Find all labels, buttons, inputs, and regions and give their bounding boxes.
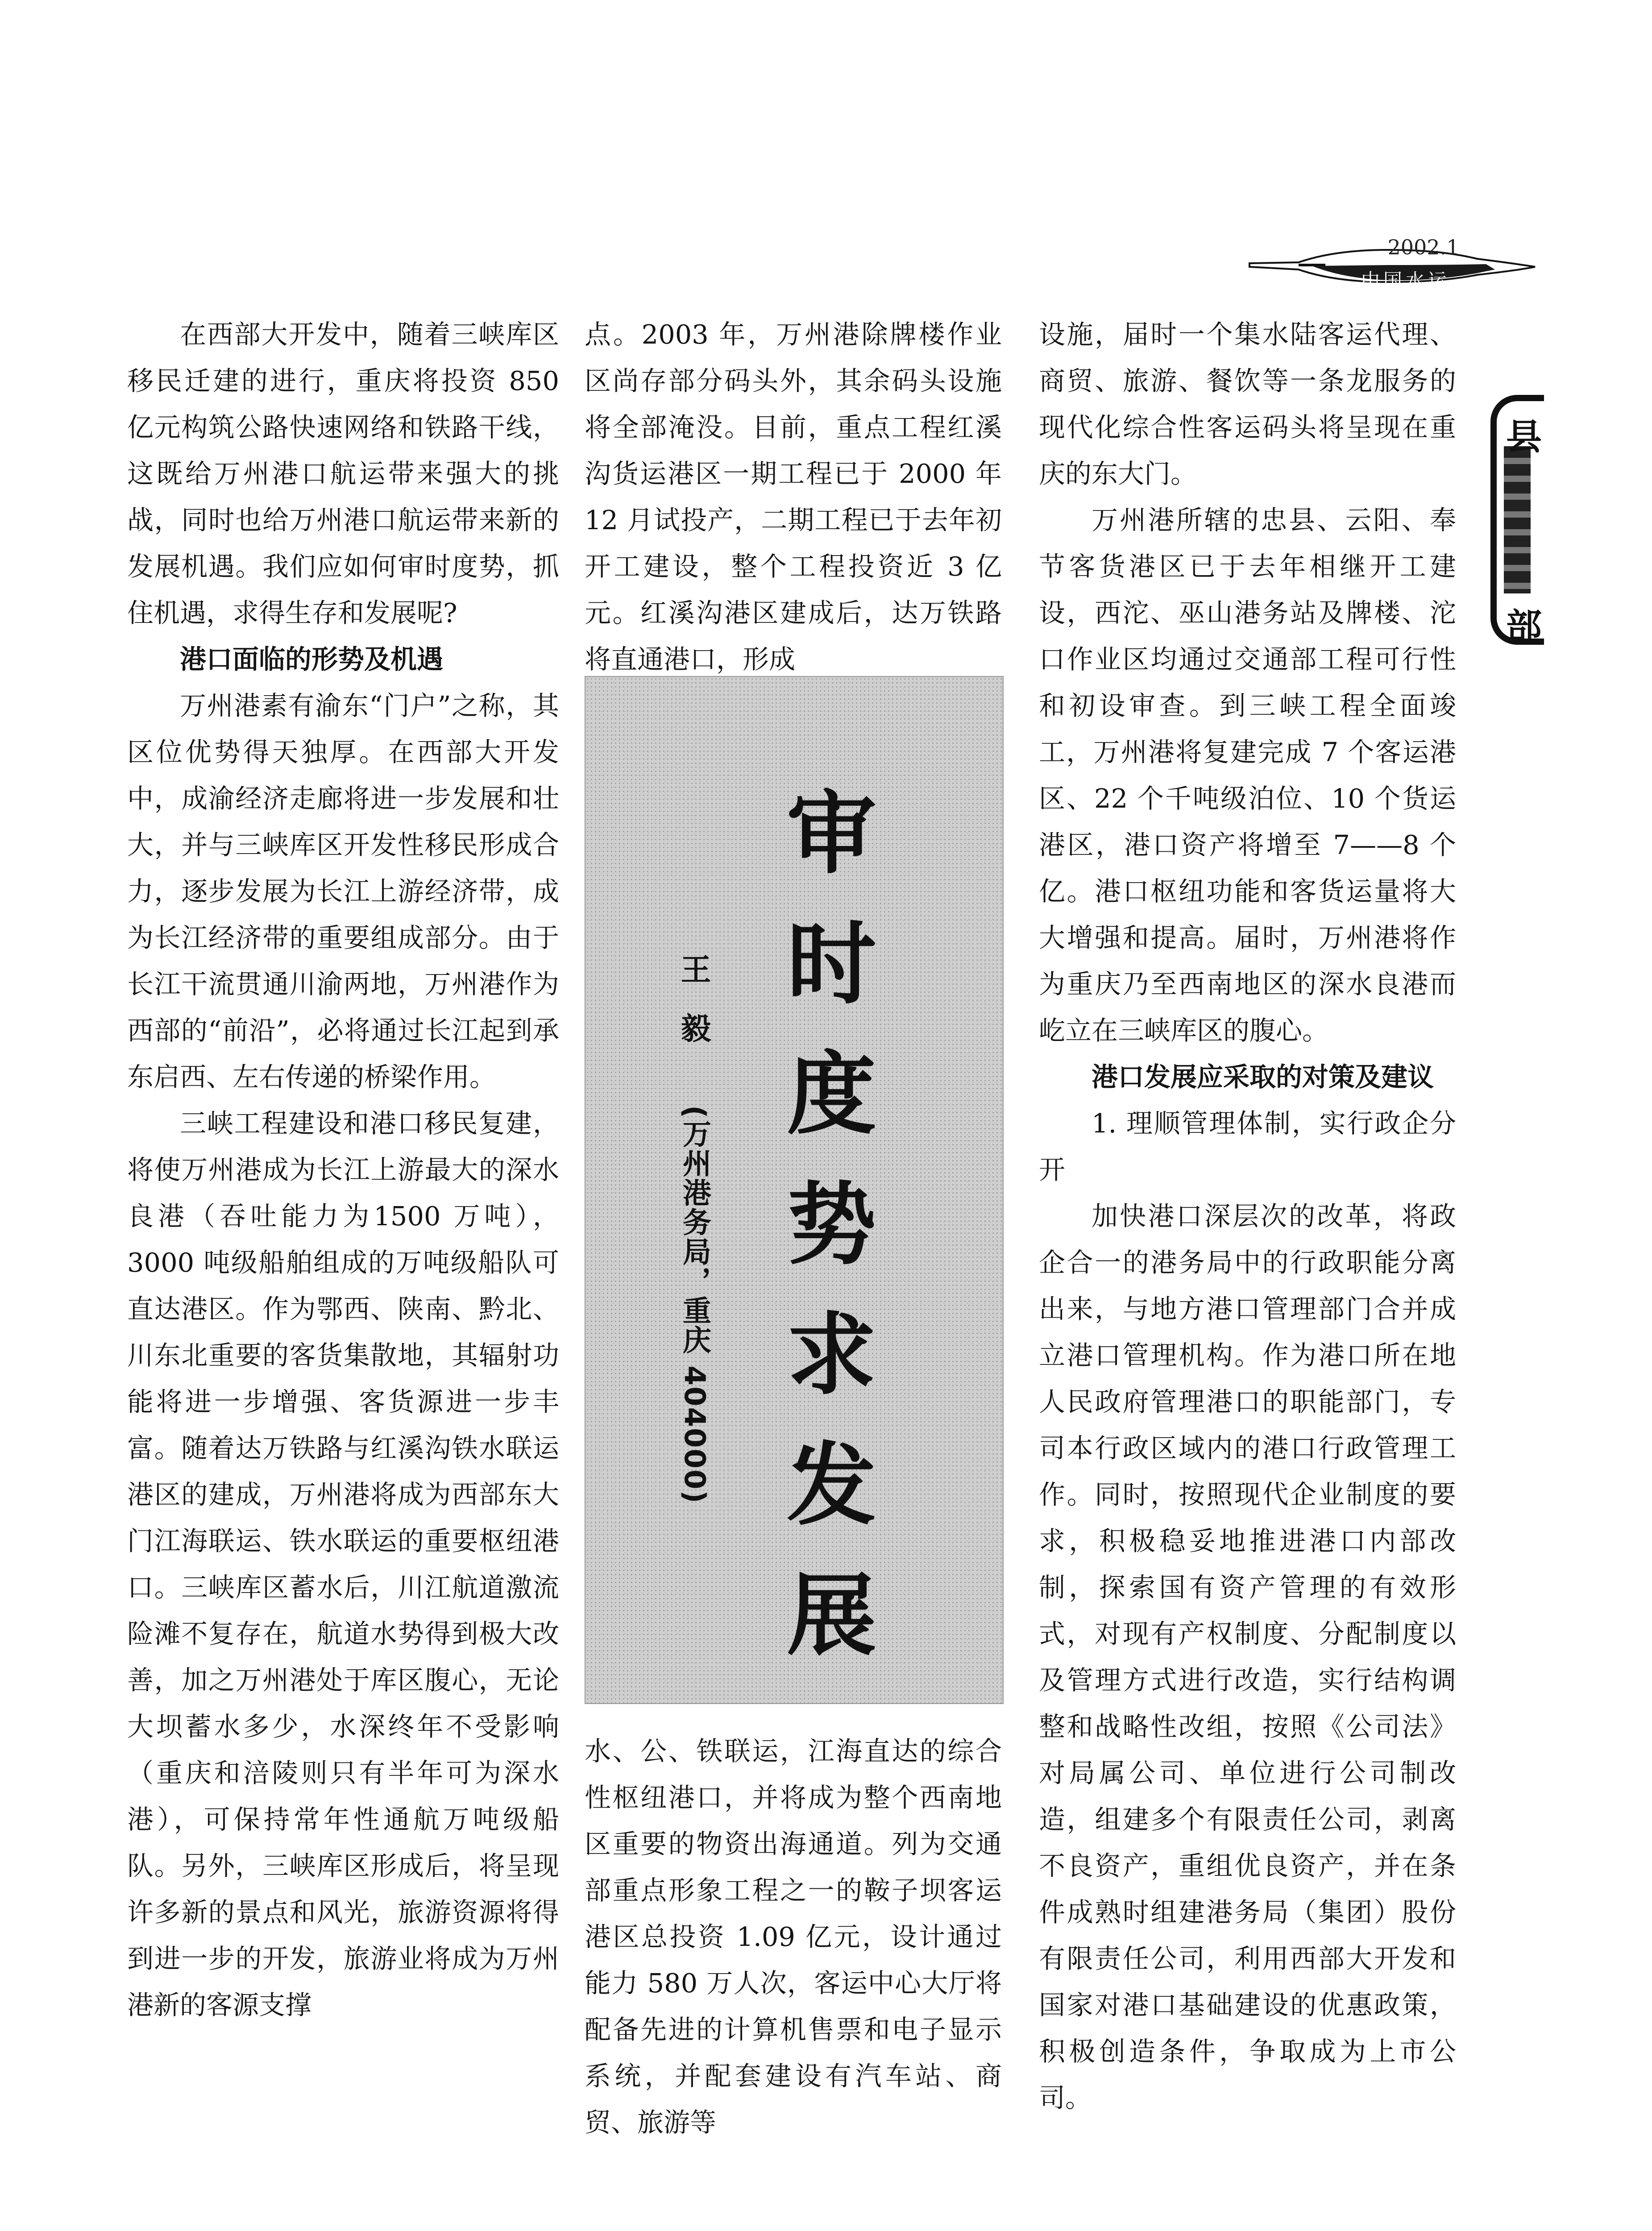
article-column-2-top [585,311,1002,683]
paragraph: 三峡工程建设和港口移民复建，将使万州港成为长江上游最大的深水良港（吞吐能力为1500 万吨），3000 吨级船舶组成的万吨级船队可直达港区。作为鄂西、陕南、黔北、川东北重要的客货集散地，其辐射功能将进一步增强、客货源进一步丰富。随着达万铁路与红溪沟铁水联运港区的建成，万州港将成为西部东大门江海联运、铁水联运的重要枢纽港口。三峡库区蓄水后，川江航道激流险滩不复存在，航道水势得到极大改善，加之万州港处于库区腹心，无论大坝蓄水多少，水深终年不受影响（重庆和涪陵则只有半年可为深水港），可保持常年性通航万吨级船队。另外，三峡库区形成后，将呈现许多新的景点和风光，旅游资源将得到进一步的开发，旅游业将成为万州港新的客源支撑 [127,1108,559,2020]
side-tab-bar [1504,446,1531,593]
paragraph: 设施，届时一个集水陆客运代理、商贸、旅游、餐饮等一条龙服务的现代化综合性客运码头将呈现在重庆的东大门。 [1039,319,1456,489]
title-panel [585,676,1004,1704]
author-name: 王毅 [676,954,711,1071]
article-column-1 [127,311,559,2028]
paragraph: 万州港素有渝东“门户”之称，其区位优势得天独厚。在西部大开发中，成渝经济走廊将进一步发展和壮大，并与三峡库区开发性移民形成合力，逐步发展为长江上游经济带，成为长江经济带的重要组成部分。由于长江干流贯通川渝两地，万州港作为西部的“前沿”，必将通过长江起到承东启西、左右传递的桥梁作用。 [127,690,559,1092]
article-column-2-bottom [585,1728,1002,2146]
section-heading: 港口面临的形势及机遇 [180,644,444,675]
article-title: 审时度势求发展 [772,786,876,1698]
article-column-3 [1039,311,1456,2121]
side-tab-char-bottom: 部 [1506,606,1542,647]
section-heading: 港口发展应采取的对策及建议 [1092,1062,1434,1092]
author-affiliation: (万州港务局，重庆 404000) [678,1105,711,1504]
paragraph: 水、公、铁联运，江海直达的综合性枢纽港口，并将成为整个西南地区重要的物资出海通道。列为交通部重点形象工程之一的鞍子坝客运港区总投资 1.09 亿元，设计通过能力 580 万人次，客运中心大厅将配备先进的计算机售票和电子显示系统，并配套建设有汽车站、商贸、旅游等 [585,1736,1002,2138]
magazine-name: 中国水运 [1361,270,1450,291]
side-tab-char-top: 县 [1506,416,1542,458]
paragraph: 在西部大开发中，随着三峡库区移民迁建的进行，重庆将投资 850 亿元构筑公路快速网络和铁路干线，这既给万州港口航运带来强大的挑战，同时也给万州港口航运带来新的发展机遇。我们应如何审时度势，抓住机遇，求得生存和发展呢? [127,319,559,628]
paragraph: 加快港口深层次的改革，将政企合一的港务局中的行政职能分离出来，与地方港口管理部门合并成立港口管理机构。作为港口所在地人民政府管理港口的职能部门，专司本行政区域内的港口行政管理工作。同时，按照现代企业制度的要求，积极稳妥地推进港口内部改制，探索国有资产管理的有效形式，对现有产权制度、分配制度以及管理方式进行改造，实行结构调整和战略性改组，按照《公司法》对局属公司、单位进行公司制改造，组建多个有限责任公司，剥离不良资产，重组优良资产，并在条件成熟时组建港务局（集团）股份有限责任公司，利用西部大开发和国家对港口基础建设的优惠政策，积极创造条件，争取成为上市公司。 [1039,1201,1456,2113]
paragraph: 1. 理顺管理体制，实行政企分开 [1039,1108,1456,1185]
issue-date: 2002.1 [1387,235,1460,259]
paragraph: 万州港所辖的忠县、云阳、奉节客货港区已于去年相继开工建设，西沱、巫山港务站及牌楼、沱口作业区均通过交通部工程可行性和初设审查。到三峡工程全面竣工，万州港将复建完成 7 个客运港区、22 个千吨级泊位、10 个货运港区，港口资产将增至 7——8 个亿。港口枢纽功能和客货运量将大大增强和提高。届时，万州港将作为重庆乃至西南地区的深水良港而屹立在三峡库区的腹心。 [1039,505,1456,1046]
paragraph: 点。2003 年，万州港除牌楼作业区尚存部分码头外，其余码头设施将全部淹没。目前，重点工程红溪沟货运港区一期工程已于 2000 年 12 月试投产，二期工程已于去年初开工建设，整个工程投资近 3 亿元。红溪沟港区建成后，达万铁路将直通港口，形成 [585,319,1002,675]
